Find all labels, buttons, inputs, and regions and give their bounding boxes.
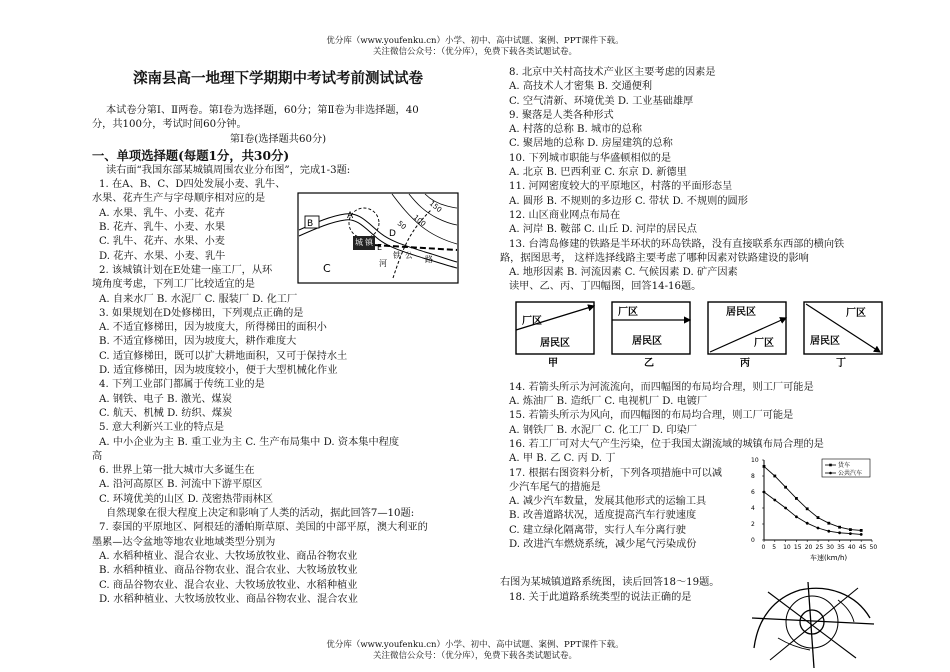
x-tick-label: 10: [783, 544, 791, 551]
question-line: 少汽车尾气的措施是: [509, 481, 601, 493]
zone-label: 居民区: [726, 307, 756, 318]
data-point: [817, 516, 820, 519]
option-line: A. 钢铁厂 B. 水泥厂 C. 化工厂 D. 印染厂: [509, 424, 697, 436]
question-line: 2. 该城镇计划在E处建一座工厂，从环: [99, 264, 273, 276]
option-line: C. 聚居地的总称 D. 房屋建筑的总称: [509, 138, 673, 150]
map-label-a: A: [347, 211, 354, 221]
map-label-rail-1: 铁: [393, 251, 401, 260]
map-label-town-2: 镇: [365, 238, 373, 247]
question-line: 15. 若箭头所示为风向，而四幅图的布局均合理，则工厂可能是: [509, 410, 794, 422]
option-line: B. 不适宜修梯田，因为坡度大，耕作难度大: [99, 336, 297, 348]
x-tick-label: 15: [793, 544, 802, 551]
x-tick-label: 25: [815, 544, 824, 551]
map-label-c: C: [323, 262, 331, 275]
question-line: 7. 泰国的平原地区、阿根廷的潘帕斯草原、美国的中部平原，澳大利亚的: [99, 522, 428, 534]
legend-marker: [829, 472, 832, 475]
x-tick-label: 45: [858, 544, 867, 551]
zone-label: 厂区: [754, 338, 774, 349]
data-point: [849, 528, 852, 531]
option-line: C. 适宜修梯田，既可以扩大耕地面积，又可于保持水土: [99, 350, 348, 362]
zone-label: 居民区: [632, 336, 662, 347]
data-point: [849, 532, 852, 535]
option-line: D. 水稻种植业、大牧场放牧业、商品谷物农业、混合农业: [99, 593, 358, 605]
panel-bing: [708, 302, 786, 368]
zone-label: 厂区: [846, 308, 866, 319]
option-line: C. 商品谷物农业、混合农业、大牧场放牧业、水稻种植业: [99, 579, 358, 591]
data-point: [860, 529, 863, 532]
option-line: A. 不适宜修梯田，因为坡度大，所得梯田的面积小: [99, 322, 327, 334]
option-line: B. 水稻种植业、商品谷物农业、混合农业、大牧场放牧业: [99, 565, 358, 577]
data-point: [827, 530, 830, 533]
layout-panels: [514, 300, 884, 368]
option-line: D. 花卉、水果、小麦、乳牛: [99, 250, 226, 262]
question-line: 读右面“我国东部某城镇周围农业分布图”，完成1-3题:: [106, 164, 351, 176]
exhaust-chart: [748, 456, 878, 562]
data-point: [763, 491, 766, 494]
question-line: 1. 在A、B、C、D四处发展小麦、乳牛、: [99, 179, 286, 191]
y-tick-label: 6: [751, 489, 755, 496]
zone-label: 居民区: [810, 336, 840, 347]
x-tick-label: 5: [772, 544, 777, 551]
option-line: A. 减少汽车数量，发展其他形式的运输工具: [509, 496, 707, 508]
data-point: [795, 497, 798, 500]
data-point: [817, 527, 820, 530]
option-line: A. 钢铁、电子 B. 激光、煤炭: [99, 393, 232, 405]
option-line: A. 水果、乳牛、小麦、花卉: [99, 207, 225, 219]
option-line: A. 高技术人才密集 B. 交通便利: [509, 81, 653, 93]
option-line: A. 炼油厂 B. 造纸厂 C. 电视机厂 D. 电镀厂: [509, 396, 708, 408]
option-line: A. 村落的总称 B. 城市的总称: [509, 124, 642, 136]
x-tick-label: 35: [837, 544, 845, 551]
y-tick-label: 10: [751, 457, 759, 464]
question-line: 4. 下列工业部门都属于传统工业的是: [99, 379, 265, 391]
data-point: [784, 507, 787, 510]
option-line: A. 中小企业为主 B. 重工业为主 C. 生产布局集中 D. 资本集中程度: [99, 436, 400, 448]
map-label-road: 公: [405, 251, 413, 260]
map-label-d: D: [389, 229, 396, 239]
data-point: [838, 526, 841, 529]
question-line: 3. 如果规划在D处修梯田，下列观点正确的是: [99, 307, 304, 319]
y-tick-label: 4: [751, 505, 755, 512]
footer-line-1: 优分库（www.youfenku.cn）小学、初中、高中试题、案例、PPT课件下载。: [326, 640, 624, 650]
legend-label: 公共汽车: [838, 470, 863, 478]
option-line: A. 沿河高原区 B. 河流中下游平原区: [99, 479, 263, 491]
contour-label-150: 150: [427, 199, 444, 215]
option-line: C. 空气清新、环境优美 D. 工业基础雄厚: [509, 95, 694, 107]
zone-label: 厂区: [618, 307, 638, 318]
data-point: [795, 515, 798, 518]
left-column: [92, 66, 464, 607]
question-line: 11. 河网密度较大的平原地区，村落的平面形态呈: [509, 181, 733, 193]
question-line: 10. 下列城市职能与华盛顿相似的是: [509, 152, 672, 164]
zone-label: 居民区: [540, 338, 570, 349]
question-line: 右图为某城镇道路系统图，读后回答18～19题。: [500, 577, 720, 589]
legend-marker: [829, 464, 832, 467]
y-tick-label: 2: [751, 521, 755, 528]
question-line: 12. 山区商业网点布局在: [509, 209, 621, 221]
panel-name: 丙: [740, 358, 750, 368]
farm-distribution-map: [297, 192, 459, 284]
question-line: 8. 北京中关村高技术产业区主要考虑的因素是: [509, 67, 716, 78]
option-line: C. 环境优美的山区 D. 茂密热带雨林区: [99, 493, 274, 505]
data-point: [773, 499, 776, 502]
header-line-2: 关注微信公众号：（优分库），免费下载各类试题试卷。: [372, 47, 577, 57]
panel-ding: [804, 302, 882, 368]
question-line: 13. 台湾岛修建的铁路是半环状的环岛铁路，没有直接联系东西部的横向铁: [509, 238, 845, 250]
data-point: [806, 507, 809, 510]
x-axis-title: 车速(km/h): [810, 554, 848, 562]
option-line: B. 花卉、乳牛、小麦、水果: [99, 222, 226, 234]
part-heading: 第Ⅰ卷(选择题共60分): [229, 133, 327, 145]
footer-line-2: 关注微信公众号：（优分库），免费下载各类试题试卷。: [372, 651, 577, 661]
panel-name: 丁: [836, 358, 846, 368]
panel-name: 甲: [548, 358, 558, 368]
question-line: 18. 关于此道路系统类型的说法正确的是: [509, 591, 692, 603]
option-line: C. 建立绿化隔离带，实行人车分离行驶: [509, 524, 686, 536]
data-point: [806, 522, 809, 525]
panel-name: 乙: [644, 358, 654, 368]
question-line: 6. 世界上第一批大城市大多诞生在: [99, 465, 255, 477]
option-line: C. 航天、机械 D. 纺织、煤炭: [99, 407, 233, 419]
data-point: [838, 531, 841, 534]
exhaust-chart-svg: [748, 456, 878, 562]
map-label-river: 河: [379, 259, 387, 268]
data-point: [860, 533, 863, 536]
map-label-town-1: 城: [355, 238, 363, 247]
header-line-1: 优分库（www.youfenku.cn）小学、初中、高中试题、案例、PPT课件下载。: [326, 36, 624, 46]
x-tick-label: 0: [761, 544, 766, 551]
road-system-map: [748, 578, 878, 668]
option-line: A. 河岸 B. 鞍部 C. 山丘 D. 河岸的居民点: [509, 224, 697, 236]
data-point: [773, 475, 776, 478]
contour-label-50: 50: [395, 219, 408, 232]
question-line: 17. 根据右图资料分析，下列各项措施中可以减: [509, 467, 723, 479]
question-line: 9. 聚落是人类各种形式: [509, 109, 614, 121]
option-line: A. 北京 B. 巴西利亚 C. 东京 D. 新德里: [509, 167, 687, 179]
question-line: 水果、花卉生产与字母顺序相对应的是: [92, 193, 266, 205]
option-line: 高: [92, 450, 103, 462]
question-line: 路，据图思考， 这样选择线路主要考虑了哪种因素对铁路建设的影响: [500, 252, 809, 264]
y-tick-label: 0: [751, 537, 755, 544]
x-tick-label: 40: [847, 544, 856, 551]
panel-yi: [612, 302, 690, 368]
option-line: A. 自来水厂 B. 水泥厂 C. 服装厂 D. 化工厂: [99, 293, 298, 305]
option-line: C. 乳牛、花卉、水果、小麦: [99, 236, 225, 248]
intro-line: 分，共100分，考试时间60分钟。: [92, 119, 247, 131]
y-tick-label: 8: [751, 473, 755, 480]
option-line: D. 改进汽车燃烧系统，减少尾气污染成份: [509, 539, 697, 551]
contour-label-100: 100: [411, 213, 428, 229]
map-label-b: B: [307, 219, 314, 229]
exam-title: 滦南县高一地理下学期期中考试考前测试试卷: [133, 70, 423, 87]
data-point: [763, 465, 766, 468]
x-tick-label: 50: [869, 544, 878, 551]
question-line: 14. 若箭头所示为河流流向，而四幅图的布局均合理，则工厂可能是: [509, 381, 814, 393]
data-point: [827, 522, 830, 525]
question-line: 自然现象在很大程度上决定和影响了人类的活动，据此回答7—10题:: [106, 508, 415, 520]
question-line: 境角度考虑，下列工厂比较适宜的是: [92, 279, 255, 291]
option-line: A. 甲 B. 乙 C. 丙 D. 丁: [509, 453, 616, 465]
map-label-rail-2: 路: [425, 255, 433, 264]
question-line: 读甲、乙、丙、丁四幅图，回答14-16题。: [509, 281, 702, 293]
x-tick-label: 20: [804, 544, 813, 551]
option-line: D. 适宜修梯田，因为坡度较小，便于大型机械化作业: [99, 365, 338, 377]
option-line: A. 水稻种植业、混合农业、大牧场放牧业、商品谷物农业: [99, 550, 358, 562]
data-point: [784, 486, 787, 489]
question-line: 5. 意大利新兴工业的特点是: [99, 422, 225, 434]
section-heading: 一、单项选择题(每题1分，共30分): [92, 147, 290, 163]
panel-jia: [516, 302, 594, 368]
option-line: A. 圆形 B. 不规则的多边形 C. 带状 D. 不规则的圆形: [509, 195, 748, 207]
question-line: 16. 若工厂可对大气产生污染，位于我国太湖流域的城镇布局合理的是: [509, 438, 824, 450]
question-line: 墨累—达令盆地等地农业地域类型分别为: [92, 536, 276, 548]
legend-label: 货车: [838, 462, 851, 470]
x-tick-label: 30: [826, 544, 834, 551]
option-line: A. 地形因素 B. 河流因素 C. 气候因素 D. 矿产因素: [509, 267, 738, 279]
map-label-e: E: [377, 243, 383, 252]
intro-line: 本试卷分第Ⅰ、Ⅱ两卷。第Ⅰ卷为选择题，60分；第Ⅱ卷为非选择题，40: [106, 105, 419, 116]
zone-label: 厂区: [522, 316, 542, 327]
option-line: B. 改善道路状况，适度提高汽车行驶速度: [509, 510, 697, 522]
